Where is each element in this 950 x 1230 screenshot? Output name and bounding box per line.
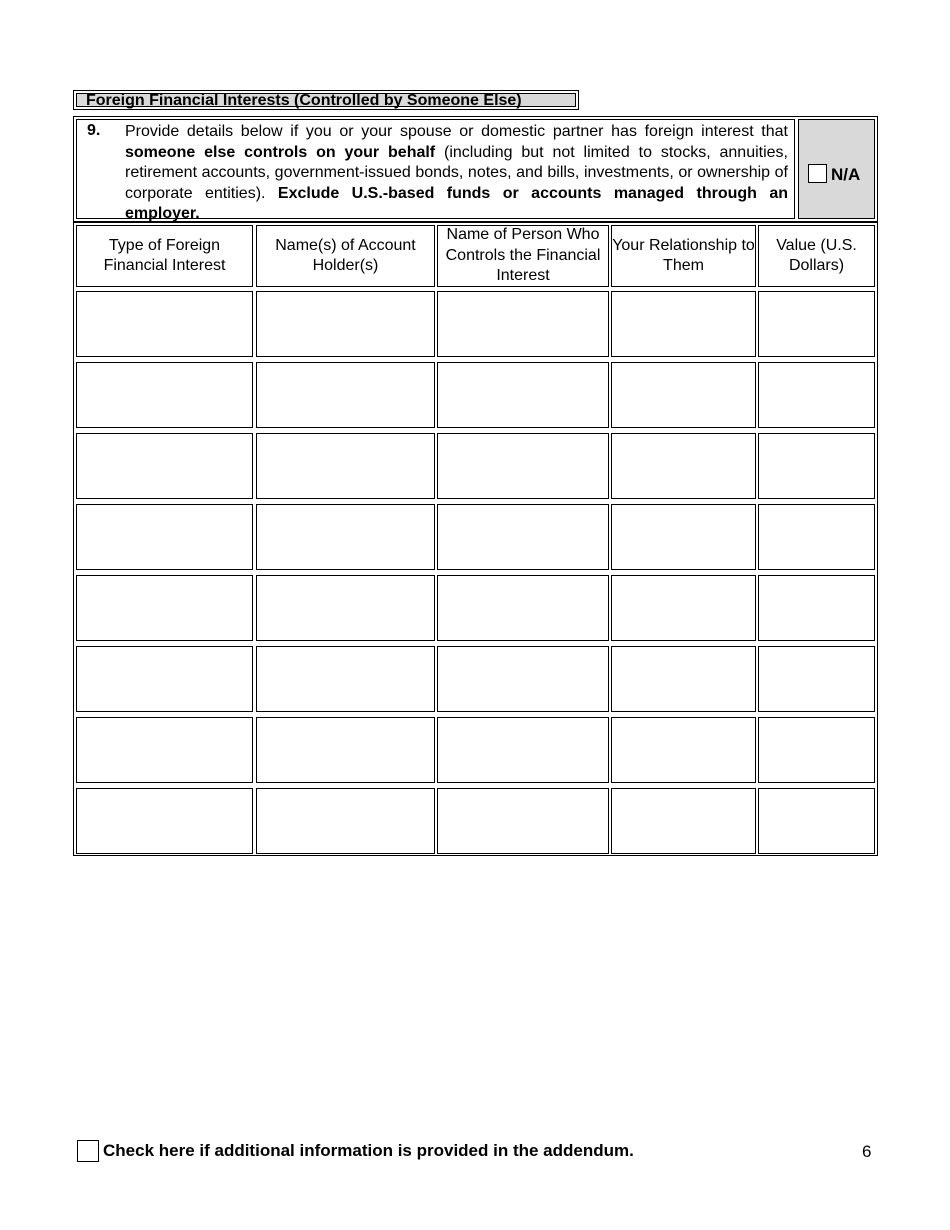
table-cell[interactable] [437, 504, 609, 570]
table-cell[interactable] [611, 291, 756, 357]
column-header: Type of Foreign Financial Interest [76, 225, 253, 287]
question-body [125, 122, 788, 225]
table-cell[interactable] [76, 433, 253, 499]
column-header: Name(s) of Account Holder(s) [256, 225, 435, 287]
table-cell[interactable] [437, 291, 609, 357]
column-header: Name of Person Who Controls the Financial Interest [437, 225, 609, 287]
table-cell[interactable] [611, 504, 756, 570]
na-label: N/A [831, 165, 861, 184]
table-cell[interactable] [611, 433, 756, 499]
table-cell[interactable] [76, 362, 253, 428]
table-cell[interactable] [76, 575, 253, 641]
table-cell[interactable] [758, 788, 875, 854]
table-cell[interactable] [437, 575, 609, 641]
question-bold-2: Exclude U.S.-based funds or accounts managed through an employer. [125, 184, 789, 222]
column-header: Value (U.S. Dollars) [758, 225, 875, 287]
table-cell[interactable] [437, 646, 609, 712]
section-header [73, 90, 579, 110]
question-block [73, 116, 878, 222]
question-part-1: Provide details below if you or your spouse or domestic partner has foreign interest that [125, 123, 788, 140]
table-cell[interactable] [758, 575, 875, 641]
table-cell[interactable] [256, 646, 435, 712]
table-cell[interactable] [76, 788, 253, 854]
table-cell[interactable] [256, 717, 435, 783]
column-header: Your Relationship to Them [611, 225, 756, 287]
table-cell[interactable] [758, 717, 875, 783]
table-cell[interactable] [437, 788, 609, 854]
table-cell[interactable] [758, 646, 875, 712]
table-cell[interactable] [76, 291, 253, 357]
table-cell[interactable] [76, 717, 253, 783]
na-checkbox[interactable] [808, 164, 827, 183]
section-title: Foreign Financial Interests (Controlled by Someone Else) [76, 93, 576, 107]
question-part-2: (including but not limited to stocks, annuities, retirement accounts, government-issued bonds, notes, and bills, investments, or ownership of corporate entities). [125, 143, 788, 202]
table-cell[interactable] [256, 575, 435, 641]
table-cell[interactable] [76, 646, 253, 712]
addendum-text: Check here if additional information is provided in the addendum. [103, 1141, 634, 1160]
question-number: 9. [87, 122, 101, 139]
addendum-checkbox[interactable] [77, 1140, 99, 1162]
table-cell[interactable] [256, 291, 435, 357]
financial-interests-table [73, 222, 878, 856]
table-cell[interactable] [437, 362, 609, 428]
table-cell[interactable] [611, 362, 756, 428]
table-cell[interactable] [758, 291, 875, 357]
table-cell[interactable] [758, 362, 875, 428]
table-cell[interactable] [611, 788, 756, 854]
page-number: 6 [862, 1142, 872, 1161]
question-text-cell [76, 119, 795, 222]
table-cell[interactable] [611, 646, 756, 712]
table-cell[interactable] [256, 788, 435, 854]
na-cell [798, 119, 875, 219]
table-cell[interactable] [611, 575, 756, 641]
table-cell[interactable] [758, 504, 875, 570]
table-cell[interactable] [437, 717, 609, 783]
table-cell[interactable] [256, 362, 435, 428]
table-cell[interactable] [437, 433, 609, 499]
table-cell[interactable] [256, 433, 435, 499]
question-bold-1: someone else controls on your behalf [125, 143, 436, 161]
table-cell[interactable] [76, 504, 253, 570]
table-cell[interactable] [256, 504, 435, 570]
table-cell[interactable] [611, 717, 756, 783]
table-cell[interactable] [758, 433, 875, 499]
